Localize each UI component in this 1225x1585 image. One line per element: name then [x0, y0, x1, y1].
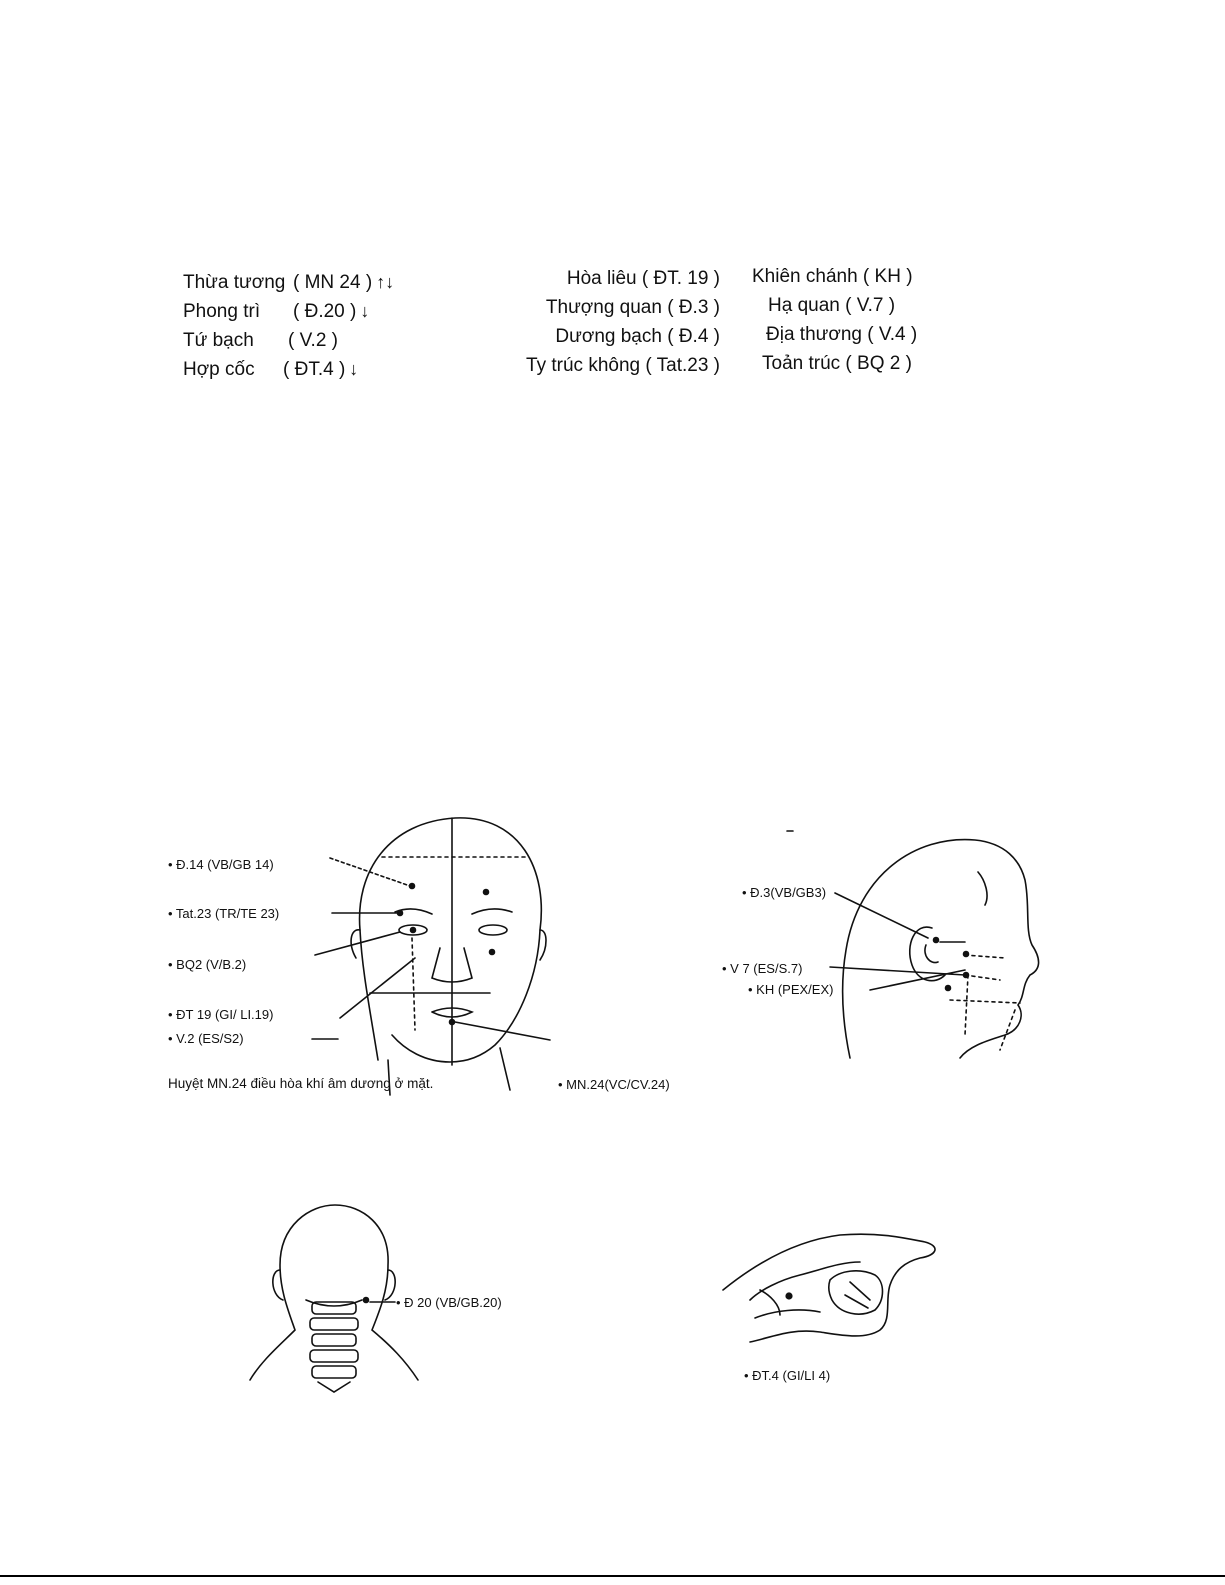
point-row: Hòa liêu ( ĐT. 19 ) — [566, 268, 720, 289]
tonify-sedate-arrows: ↑↓ — [376, 272, 395, 292]
point-name: Hợp cốc — [183, 359, 255, 380]
point-code: ( V.2 ) — [288, 330, 338, 351]
label-v2: • V.2 (ES/S2) — [168, 1031, 244, 1046]
label-dt19: • ĐT 19 (GI/ LI.19) — [168, 1007, 274, 1022]
front-face-illustration — [312, 818, 550, 1095]
front-figure-caption: Huyệt MN.24 điều hòa khí âm dương ở mặt. — [168, 1076, 434, 1091]
point-name: Thừa tương — [183, 272, 286, 293]
label-mn24: • MN.24(VC/CV.24) — [558, 1077, 670, 1092]
point-code: ( Đ.20 ) — [293, 301, 357, 322]
bottom-rule — [0, 1575, 1225, 1577]
point-row: Hạ quan ( V.7 ) — [768, 295, 896, 316]
sedate-arrow: ↓ — [349, 359, 359, 379]
label-tat23: • Tat.23 (TR/TE 23) — [168, 906, 280, 921]
point-row: Ty trúc không ( Tat.23 ) — [526, 355, 720, 376]
label-v7: • V 7 (ES/S.7) — [722, 961, 803, 976]
hand-illustration — [723, 1234, 935, 1342]
point-name: Phong trì — [183, 301, 261, 322]
point-row: Thượng quan ( Đ.3 ) — [545, 297, 720, 318]
point-row: Dương bạch ( Đ.4 ) — [555, 326, 720, 347]
label-d14: • Đ.14 (VB/GB 14) — [168, 857, 274, 872]
point-name: Tứ bạch — [183, 330, 254, 351]
point-code: ( ĐT.4 ) — [283, 359, 346, 380]
label-d3: • Đ.3(VB/GB3) — [742, 885, 827, 900]
point-code: ( MN 24 ) — [293, 272, 373, 293]
point-row: Toản trúc ( BQ 2 ) — [762, 353, 912, 374]
point-row: Địa thương ( V.4 ) — [766, 324, 918, 345]
sedate-arrow: ↓ — [360, 301, 370, 321]
label-d20: • Đ 20 (VB/GB.20) — [396, 1295, 502, 1310]
label-kh: • KH (PEX/EX) — [748, 982, 834, 997]
label-bq2: • BQ2 (V/B.2) — [168, 957, 247, 972]
point-row: Khiên chánh ( KH ) — [752, 266, 913, 287]
label-dt4: • ĐT.4 (GI/LI 4) — [744, 1368, 831, 1383]
back-head-illustration — [250, 1205, 418, 1392]
side-head-illustration — [787, 831, 1039, 1058]
